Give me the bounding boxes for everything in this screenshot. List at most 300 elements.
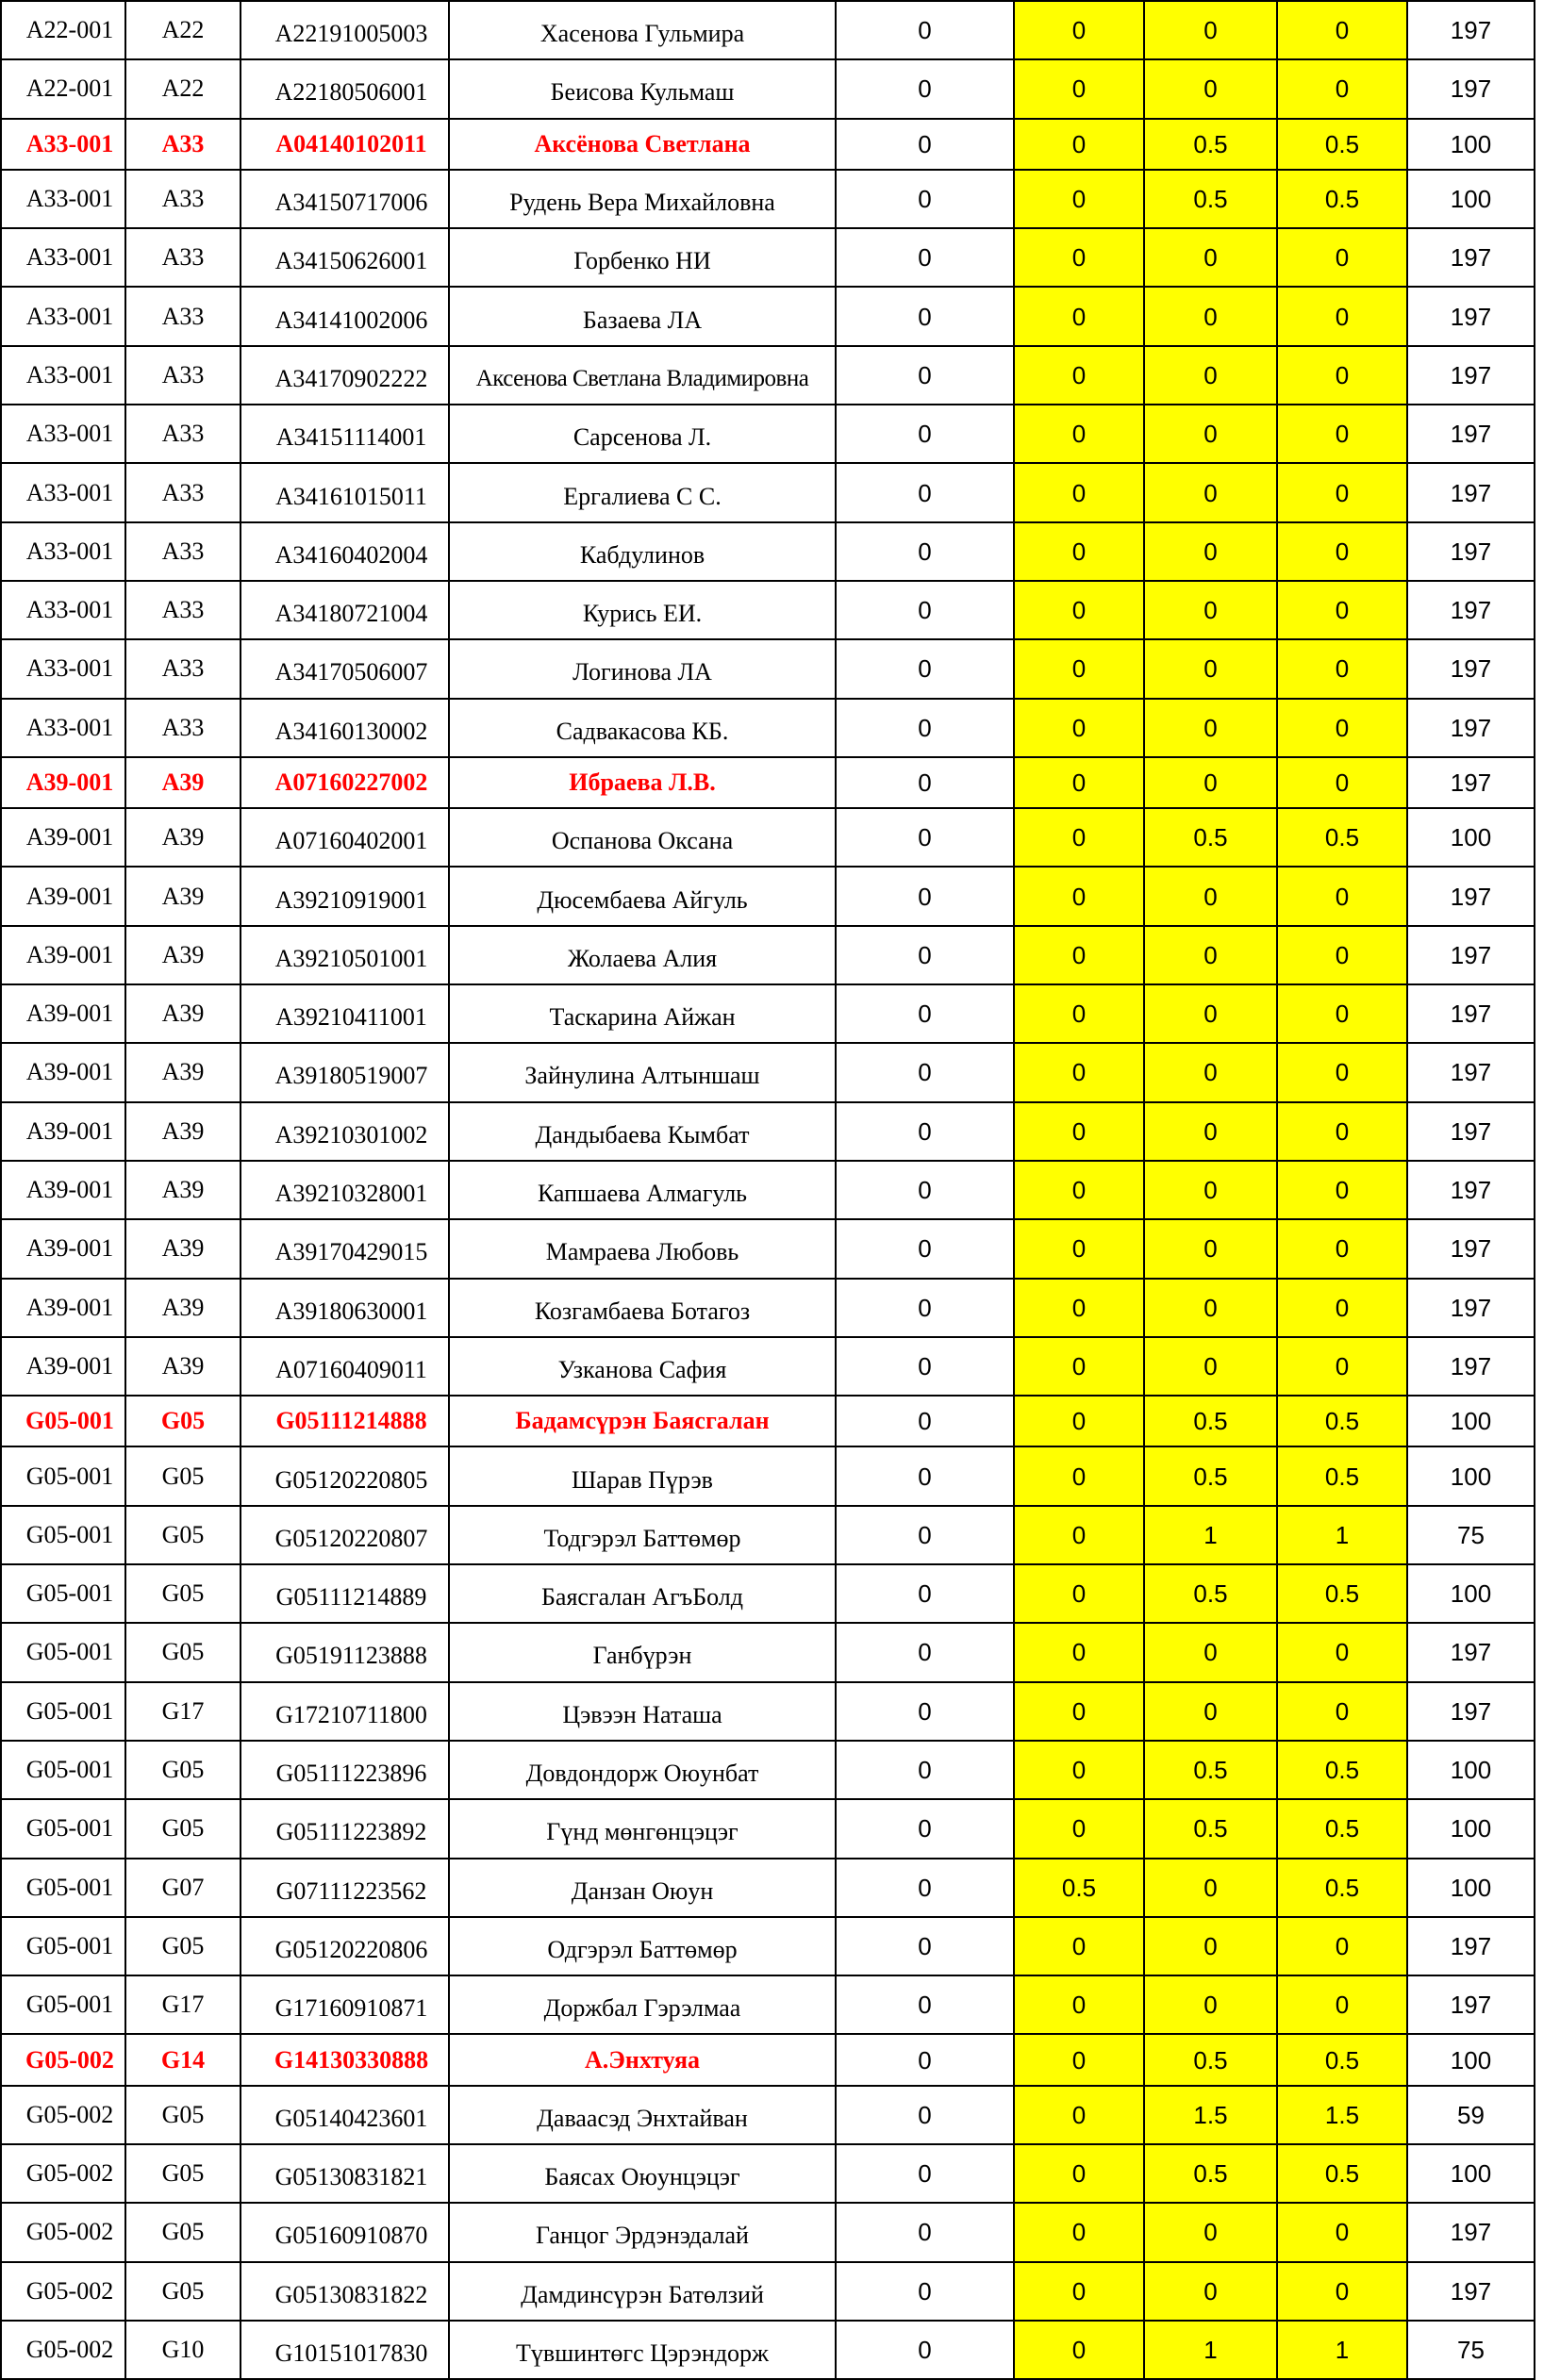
col-b-cell: 0 xyxy=(1014,2203,1144,2261)
col-b-cell: 0 xyxy=(1014,1161,1144,1219)
col-d-cell: 0.5 xyxy=(1277,1799,1407,1858)
group-code-cell: G05-002 xyxy=(1,2144,125,2203)
member-id-cell: G05111223896 xyxy=(241,1741,449,1799)
group-code-cell: G05-002 xyxy=(1,2034,125,2085)
col-a-cell: 0 xyxy=(836,699,1014,757)
col-b-cell: 0 xyxy=(1014,1043,1144,1101)
col-a-cell: 0 xyxy=(836,808,1014,867)
name-cell: Одгэрэл Баттөмөр xyxy=(449,1917,836,1975)
col-b-cell: 0 xyxy=(1014,463,1144,521)
table-row-highlighted xyxy=(1,119,1535,170)
col-c-cell: 0.5 xyxy=(1144,1396,1277,1446)
name-cell: Баясах Оюунцэцэг xyxy=(449,2144,836,2203)
col-d-cell: 0 xyxy=(1277,1279,1407,1337)
member-id-cell: A39210328001 xyxy=(241,1161,449,1219)
name-cell: Козгамбаева Ботагоз xyxy=(449,1279,836,1337)
score-cell: 100 xyxy=(1407,2034,1535,2085)
name-cell: Түвшинтөгс Цэрэндорж xyxy=(449,2321,836,2379)
col-c-cell: 0 xyxy=(1144,757,1277,808)
member-id-cell: G05191123888 xyxy=(241,1623,449,1681)
branch-code-cell: G05 xyxy=(125,1799,241,1858)
col-b-cell: 0 xyxy=(1014,639,1144,698)
group-code-cell: A33-001 xyxy=(1,170,125,228)
col-d-cell: 0 xyxy=(1277,1623,1407,1681)
col-a-cell: 0 xyxy=(836,522,1014,581)
col-a-cell: 0 xyxy=(836,926,1014,984)
score-cell: 197 xyxy=(1407,699,1535,757)
col-a-cell: 0 xyxy=(836,1975,1014,2034)
col-a-cell: 0 xyxy=(836,2144,1014,2203)
name-cell: Дюсембаева Айгуль xyxy=(449,867,836,925)
branch-code-cell: G14 xyxy=(125,2034,241,2085)
col-b-cell: 0 xyxy=(1014,228,1144,287)
branch-code-cell: A39 xyxy=(125,1219,241,1278)
col-c-cell: 0 xyxy=(1144,346,1277,405)
group-code-cell: A33-001 xyxy=(1,287,125,345)
col-b-cell: 0 xyxy=(1014,522,1144,581)
branch-code-cell: G05 xyxy=(125,1446,241,1505)
member-id-cell: A34180721004 xyxy=(241,581,449,639)
col-b-cell: 0 xyxy=(1014,2086,1144,2144)
col-c-cell: 1 xyxy=(1144,2321,1277,2379)
branch-code-cell: G05 xyxy=(125,1396,241,1446)
name-cell: Бадамсүрэн Баясгалан xyxy=(449,1396,836,1446)
member-id-cell: A07160402001 xyxy=(241,808,449,867)
name-cell: Цэвээн Наташа xyxy=(449,1682,836,1741)
col-c-cell: 0 xyxy=(1144,1975,1277,2034)
member-id-cell: G17210711800 xyxy=(241,1682,449,1741)
col-b-cell: 0 xyxy=(1014,170,1144,228)
group-code-cell: G05-002 xyxy=(1,2203,125,2261)
col-b-cell: 0 xyxy=(1014,1396,1144,1446)
branch-code-cell: A22 xyxy=(125,59,241,118)
branch-code-cell: A33 xyxy=(125,522,241,581)
table-row xyxy=(1,867,1535,925)
col-a-cell: 0 xyxy=(836,1161,1014,1219)
name-cell: Курись ЕИ. xyxy=(449,581,836,639)
member-id-cell: A22191005003 xyxy=(241,1,449,59)
name-cell: Капшаева Алмагуль xyxy=(449,1161,836,1219)
name-cell: Ганцог Эрдэнэдалай xyxy=(449,2203,836,2261)
name-cell: Довдондорж Оюунбат xyxy=(449,1741,836,1799)
col-c-cell: 0.5 xyxy=(1144,119,1277,170)
table-row xyxy=(1,522,1535,581)
group-code-cell: A33-001 xyxy=(1,699,125,757)
col-d-cell: 0.5 xyxy=(1277,2144,1407,2203)
table-row xyxy=(1,2144,1535,2203)
col-c-cell: 0.5 xyxy=(1144,170,1277,228)
group-code-cell: G05-002 xyxy=(1,2086,125,2144)
col-a-cell: 0 xyxy=(836,1682,1014,1741)
name-cell: Базаева ЛА xyxy=(449,287,836,345)
col-d-cell: 0 xyxy=(1277,867,1407,925)
col-d-cell: 0 xyxy=(1277,463,1407,521)
col-a-cell: 0 xyxy=(836,346,1014,405)
col-d-cell: 0 xyxy=(1277,1917,1407,1975)
col-d-cell: 0 xyxy=(1277,1682,1407,1741)
member-id-cell: G10151017830 xyxy=(241,2321,449,2379)
col-c-cell: 0.5 xyxy=(1144,2144,1277,2203)
col-c-cell: 0.5 xyxy=(1144,1564,1277,1623)
col-d-cell: 0.5 xyxy=(1277,170,1407,228)
branch-code-cell: A33 xyxy=(125,346,241,405)
col-c-cell: 0 xyxy=(1144,867,1277,925)
name-cell: Таскарина Айжан xyxy=(449,984,836,1043)
col-a-cell: 0 xyxy=(836,1043,1014,1101)
name-cell: Мамраева Любовь xyxy=(449,1219,836,1278)
table-row xyxy=(1,1741,1535,1799)
member-id-cell: A39210411001 xyxy=(241,984,449,1043)
table-row xyxy=(1,59,1535,118)
branch-code-cell: A39 xyxy=(125,984,241,1043)
branch-code-cell: A33 xyxy=(125,228,241,287)
score-cell: 197 xyxy=(1407,287,1535,345)
group-code-cell: A39-001 xyxy=(1,1337,125,1396)
col-b-cell: 0.5 xyxy=(1014,1859,1144,1917)
col-a-cell: 0 xyxy=(836,1279,1014,1337)
member-id-cell: G05111214889 xyxy=(241,1564,449,1623)
table-row xyxy=(1,405,1535,463)
group-code-cell: A39-001 xyxy=(1,757,125,808)
col-d-cell: 0 xyxy=(1277,1161,1407,1219)
score-cell: 75 xyxy=(1407,1506,1535,1564)
col-d-cell: 0 xyxy=(1277,2203,1407,2261)
col-c-cell: 1 xyxy=(1144,1506,1277,1564)
col-c-cell: 0 xyxy=(1144,463,1277,521)
col-d-cell: 0.5 xyxy=(1277,2034,1407,2085)
score-cell: 197 xyxy=(1407,2262,1535,2321)
score-cell: 197 xyxy=(1407,1,1535,59)
table-row xyxy=(1,463,1535,521)
member-id-cell: G05130831822 xyxy=(241,2262,449,2321)
col-b-cell: 0 xyxy=(1014,2144,1144,2203)
col-b-cell: 0 xyxy=(1014,1799,1144,1858)
col-c-cell: 0 xyxy=(1144,984,1277,1043)
member-id-cell: G05130831821 xyxy=(241,2144,449,2203)
member-id-cell: A34161015011 xyxy=(241,463,449,521)
col-b-cell: 0 xyxy=(1014,2034,1144,2085)
branch-code-cell: A33 xyxy=(125,463,241,521)
table-row xyxy=(1,170,1535,228)
col-d-cell: 1.5 xyxy=(1277,2086,1407,2144)
member-id-cell: A07160409011 xyxy=(241,1337,449,1396)
member-id-cell: G07111223562 xyxy=(241,1859,449,1917)
name-cell: Садвакасова КБ. xyxy=(449,699,836,757)
name-cell: Тодгэрэл Баттөмөр xyxy=(449,1506,836,1564)
name-cell: Даваасэд Энхтайван xyxy=(449,2086,836,2144)
group-code-cell: A33-001 xyxy=(1,522,125,581)
col-b-cell: 0 xyxy=(1014,287,1144,345)
col-a-cell: 0 xyxy=(836,867,1014,925)
col-d-cell: 0.5 xyxy=(1277,1564,1407,1623)
score-cell: 197 xyxy=(1407,2203,1535,2261)
col-c-cell: 0 xyxy=(1144,228,1277,287)
branch-code-cell: A33 xyxy=(125,699,241,757)
group-code-cell: A39-001 xyxy=(1,1219,125,1278)
group-code-cell: A39-001 xyxy=(1,1279,125,1337)
score-cell: 197 xyxy=(1407,522,1535,581)
member-id-cell: A39210301002 xyxy=(241,1102,449,1161)
table-row xyxy=(1,581,1535,639)
member-id-cell: G05111214888 xyxy=(241,1396,449,1446)
score-cell: 100 xyxy=(1407,1446,1535,1505)
col-a-cell: 0 xyxy=(836,405,1014,463)
member-id-cell: G05120220805 xyxy=(241,1446,449,1505)
col-a-cell: 0 xyxy=(836,2203,1014,2261)
branch-code-cell: G05 xyxy=(125,1741,241,1799)
member-id-cell: G05140423601 xyxy=(241,2086,449,2144)
group-code-cell: A33-001 xyxy=(1,228,125,287)
col-a-cell: 0 xyxy=(836,1506,1014,1564)
branch-code-cell: A33 xyxy=(125,581,241,639)
table-row xyxy=(1,1623,1535,1681)
branch-code-cell: G05 xyxy=(125,2086,241,2144)
name-cell: Жолаева Алия xyxy=(449,926,836,984)
group-code-cell: G05-001 xyxy=(1,1859,125,1917)
score-cell: 197 xyxy=(1407,59,1535,118)
col-d-cell: 0.5 xyxy=(1277,1859,1407,1917)
score-cell: 197 xyxy=(1407,984,1535,1043)
col-c-cell: 0 xyxy=(1144,1,1277,59)
table-row xyxy=(1,346,1535,405)
group-code-cell: A39-001 xyxy=(1,867,125,925)
group-code-cell: G05-001 xyxy=(1,1446,125,1505)
col-b-cell: 0 xyxy=(1014,405,1144,463)
score-cell: 100 xyxy=(1407,808,1535,867)
col-b-cell: 0 xyxy=(1014,699,1144,757)
col-c-cell: 0 xyxy=(1144,1161,1277,1219)
col-a-cell: 0 xyxy=(836,170,1014,228)
col-c-cell: 0 xyxy=(1144,1917,1277,1975)
branch-code-cell: A33 xyxy=(125,119,241,170)
branch-code-cell: A33 xyxy=(125,170,241,228)
group-code-cell: G05-001 xyxy=(1,1623,125,1681)
name-cell: Сарсенова Л. xyxy=(449,405,836,463)
col-c-cell: 0 xyxy=(1144,2262,1277,2321)
table-row xyxy=(1,228,1535,287)
member-id-cell: A39170429015 xyxy=(241,1219,449,1278)
member-id-cell: A34170506007 xyxy=(241,639,449,698)
col-b-cell: 0 xyxy=(1014,867,1144,925)
name-cell: Логинова ЛА xyxy=(449,639,836,698)
col-b-cell: 0 xyxy=(1014,1,1144,59)
col-a-cell: 0 xyxy=(836,1102,1014,1161)
col-c-cell: 0 xyxy=(1144,581,1277,639)
name-cell: Горбенко НИ xyxy=(449,228,836,287)
branch-code-cell: A33 xyxy=(125,639,241,698)
member-id-cell: G05111223892 xyxy=(241,1799,449,1858)
group-code-cell: G05-001 xyxy=(1,1682,125,1741)
name-cell: Кабдулинов xyxy=(449,522,836,581)
score-cell: 197 xyxy=(1407,463,1535,521)
member-id-cell: A34170902222 xyxy=(241,346,449,405)
col-c-cell: 0.5 xyxy=(1144,808,1277,867)
col-a-cell: 0 xyxy=(836,463,1014,521)
col-d-cell: 0 xyxy=(1277,346,1407,405)
group-code-cell: G05-001 xyxy=(1,1506,125,1564)
group-code-cell: A39-001 xyxy=(1,926,125,984)
col-c-cell: 0.5 xyxy=(1144,2034,1277,2085)
col-a-cell: 0 xyxy=(836,984,1014,1043)
member-id-cell: A39180630001 xyxy=(241,1279,449,1337)
branch-code-cell: A39 xyxy=(125,1279,241,1337)
col-b-cell: 0 xyxy=(1014,1337,1144,1396)
col-d-cell: 0 xyxy=(1277,1219,1407,1278)
col-c-cell: 0 xyxy=(1144,639,1277,698)
col-c-cell: 0 xyxy=(1144,1279,1277,1337)
col-c-cell: 0 xyxy=(1144,1623,1277,1681)
score-cell: 197 xyxy=(1407,1917,1535,1975)
col-d-cell: 0.5 xyxy=(1277,1446,1407,1505)
col-d-cell: 0.5 xyxy=(1277,1396,1407,1446)
col-d-cell: 0.5 xyxy=(1277,808,1407,867)
col-a-cell: 0 xyxy=(836,1741,1014,1799)
name-cell: Шарав Пүрэв xyxy=(449,1446,836,1505)
col-a-cell: 0 xyxy=(836,1337,1014,1396)
table-row-highlighted xyxy=(1,2034,1535,2085)
col-b-cell: 0 xyxy=(1014,1741,1144,1799)
col-b-cell: 0 xyxy=(1014,808,1144,867)
score-cell: 59 xyxy=(1407,2086,1535,2144)
col-a-cell: 0 xyxy=(836,1917,1014,1975)
col-b-cell: 0 xyxy=(1014,984,1144,1043)
table-row xyxy=(1,1859,1535,1917)
table-row xyxy=(1,1564,1535,1623)
group-code-cell: A33-001 xyxy=(1,639,125,698)
col-d-cell: 0.5 xyxy=(1277,119,1407,170)
score-cell: 100 xyxy=(1407,1564,1535,1623)
score-cell: 197 xyxy=(1407,639,1535,698)
group-code-cell: A39-001 xyxy=(1,1043,125,1101)
col-a-cell: 0 xyxy=(836,1564,1014,1623)
col-d-cell: 0 xyxy=(1277,287,1407,345)
table-row xyxy=(1,1102,1535,1161)
col-c-cell: 0.5 xyxy=(1144,1446,1277,1505)
col-d-cell: 0 xyxy=(1277,639,1407,698)
branch-code-cell: G05 xyxy=(125,1623,241,1681)
branch-code-cell: G05 xyxy=(125,1564,241,1623)
col-a-cell: 0 xyxy=(836,119,1014,170)
group-code-cell: G05-001 xyxy=(1,1564,125,1623)
score-cell: 197 xyxy=(1407,581,1535,639)
member-id-cell: G05120220806 xyxy=(241,1917,449,1975)
table-row xyxy=(1,984,1535,1043)
branch-code-cell: A33 xyxy=(125,287,241,345)
branch-code-cell: A33 xyxy=(125,405,241,463)
col-d-cell: 0 xyxy=(1277,228,1407,287)
col-d-cell: 0 xyxy=(1277,1,1407,59)
col-d-cell: 1 xyxy=(1277,1506,1407,1564)
col-c-cell: 0 xyxy=(1144,405,1277,463)
col-c-cell: 0 xyxy=(1144,926,1277,984)
table-row xyxy=(1,1446,1535,1505)
group-code-cell: A33-001 xyxy=(1,581,125,639)
name-cell: Ергалиева С С. xyxy=(449,463,836,521)
table-row xyxy=(1,1,1535,59)
col-a-cell: 0 xyxy=(836,1219,1014,1278)
col-d-cell: 0 xyxy=(1277,1102,1407,1161)
col-b-cell: 0 xyxy=(1014,119,1144,170)
score-cell: 100 xyxy=(1407,119,1535,170)
table-row xyxy=(1,1279,1535,1337)
col-d-cell: 0 xyxy=(1277,522,1407,581)
member-id-cell: G05120220807 xyxy=(241,1506,449,1564)
col-a-cell: 0 xyxy=(836,2321,1014,2379)
table-row-highlighted xyxy=(1,757,1535,808)
col-d-cell: 0 xyxy=(1277,2262,1407,2321)
branch-code-cell: G05 xyxy=(125,1506,241,1564)
col-a-cell: 0 xyxy=(836,287,1014,345)
table-row xyxy=(1,2262,1535,2321)
name-cell: Баясгалан АгъБолд xyxy=(449,1564,836,1623)
col-b-cell: 0 xyxy=(1014,1219,1144,1278)
col-d-cell: 0.5 xyxy=(1277,1741,1407,1799)
col-a-cell: 0 xyxy=(836,1396,1014,1446)
member-id-cell: G14130330888 xyxy=(241,2034,449,2085)
member-id-cell: A34151114001 xyxy=(241,405,449,463)
table-row xyxy=(1,639,1535,698)
member-id-cell: A34150626001 xyxy=(241,228,449,287)
score-cell: 197 xyxy=(1407,1682,1535,1741)
member-id-cell: A07160227002 xyxy=(241,757,449,808)
table-row xyxy=(1,1043,1535,1101)
branch-code-cell: G05 xyxy=(125,1917,241,1975)
col-d-cell: 0 xyxy=(1277,926,1407,984)
col-c-cell: 0.5 xyxy=(1144,1799,1277,1858)
col-a-cell: 0 xyxy=(836,581,1014,639)
group-code-cell: G05-001 xyxy=(1,1975,125,2034)
score-cell: 197 xyxy=(1407,1219,1535,1278)
col-a-cell: 0 xyxy=(836,1799,1014,1858)
score-cell: 197 xyxy=(1407,757,1535,808)
col-c-cell: 0 xyxy=(1144,1102,1277,1161)
group-code-cell: G05-002 xyxy=(1,2321,125,2379)
table-row xyxy=(1,1975,1535,2034)
group-code-cell: A33-001 xyxy=(1,119,125,170)
table-row xyxy=(1,926,1535,984)
score-cell: 197 xyxy=(1407,926,1535,984)
group-code-cell: A39-001 xyxy=(1,808,125,867)
group-code-cell: A33-001 xyxy=(1,463,125,521)
name-cell: Гүнд мөнгөнцэцэг xyxy=(449,1799,836,1858)
table-row-highlighted xyxy=(1,1396,1535,1446)
name-cell: Аксёнова Светлана xyxy=(449,119,836,170)
col-d-cell: 1 xyxy=(1277,2321,1407,2379)
col-b-cell: 0 xyxy=(1014,1506,1144,1564)
table-row xyxy=(1,1506,1535,1564)
table-row xyxy=(1,2203,1535,2261)
branch-code-cell: G05 xyxy=(125,2203,241,2261)
score-cell: 197 xyxy=(1407,1975,1535,2034)
score-cell: 197 xyxy=(1407,346,1535,405)
name-cell: Доржбал Гэрэлмаа xyxy=(449,1975,836,2034)
group-code-cell: G05-002 xyxy=(1,2262,125,2321)
member-id-cell: A39210919001 xyxy=(241,867,449,925)
group-code-cell: A33-001 xyxy=(1,346,125,405)
table-body xyxy=(1,1,1535,2379)
branch-code-cell: A39 xyxy=(125,1337,241,1396)
branch-code-cell: A39 xyxy=(125,1102,241,1161)
table-row xyxy=(1,1219,1535,1278)
col-b-cell: 0 xyxy=(1014,1446,1144,1505)
member-id-cell: A34160130002 xyxy=(241,699,449,757)
col-d-cell: 0 xyxy=(1277,581,1407,639)
name-cell: Зайнулина Алтыншаш xyxy=(449,1043,836,1101)
branch-code-cell: G10 xyxy=(125,2321,241,2379)
branch-code-cell: G07 xyxy=(125,1859,241,1917)
branch-code-cell: A39 xyxy=(125,1161,241,1219)
score-cell: 197 xyxy=(1407,1102,1535,1161)
